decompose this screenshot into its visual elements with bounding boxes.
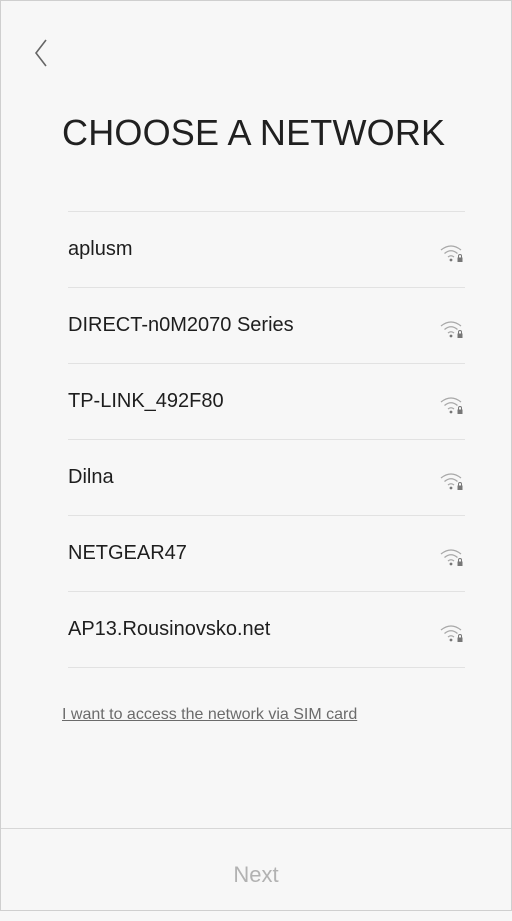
network-item-direct-n0m2070[interactable]	[68, 288, 465, 364]
wifi-lock-icon	[439, 394, 465, 416]
wifi-lock-icon	[439, 622, 465, 644]
network-item-ap13-rousinovsko[interactable]	[68, 592, 465, 668]
network-item-tp-link[interactable]	[68, 364, 465, 440]
chevron-left-icon	[28, 36, 56, 70]
next-button[interactable]: Next	[0, 829, 512, 921]
wifi-lock-icon	[439, 318, 465, 340]
wifi-lock-icon	[439, 470, 465, 492]
network-name: AP13.Rousinovsko.net	[68, 618, 271, 640]
network-name: TP-LINK_492F80	[68, 390, 224, 412]
wifi-lock-icon	[439, 546, 465, 568]
network-name: DIRECT-n0M2070 Series	[68, 314, 294, 336]
back-button[interactable]	[28, 36, 56, 70]
network-name: Dilna	[68, 466, 114, 488]
wifi-lock-icon	[439, 242, 465, 264]
network-list	[68, 211, 465, 668]
network-item-netgear47[interactable]	[68, 516, 465, 592]
network-name: NETGEAR47	[68, 542, 187, 564]
sim-card-link[interactable]: I want to access the network via SIM card	[62, 706, 358, 723]
network-name: aplusm	[68, 238, 133, 260]
network-item-aplusm[interactable]	[68, 212, 465, 288]
bottom-bar	[0, 828, 512, 912]
page-title: CHOOSE A NETWORK	[62, 112, 446, 153]
network-item-dilna[interactable]	[68, 440, 465, 516]
